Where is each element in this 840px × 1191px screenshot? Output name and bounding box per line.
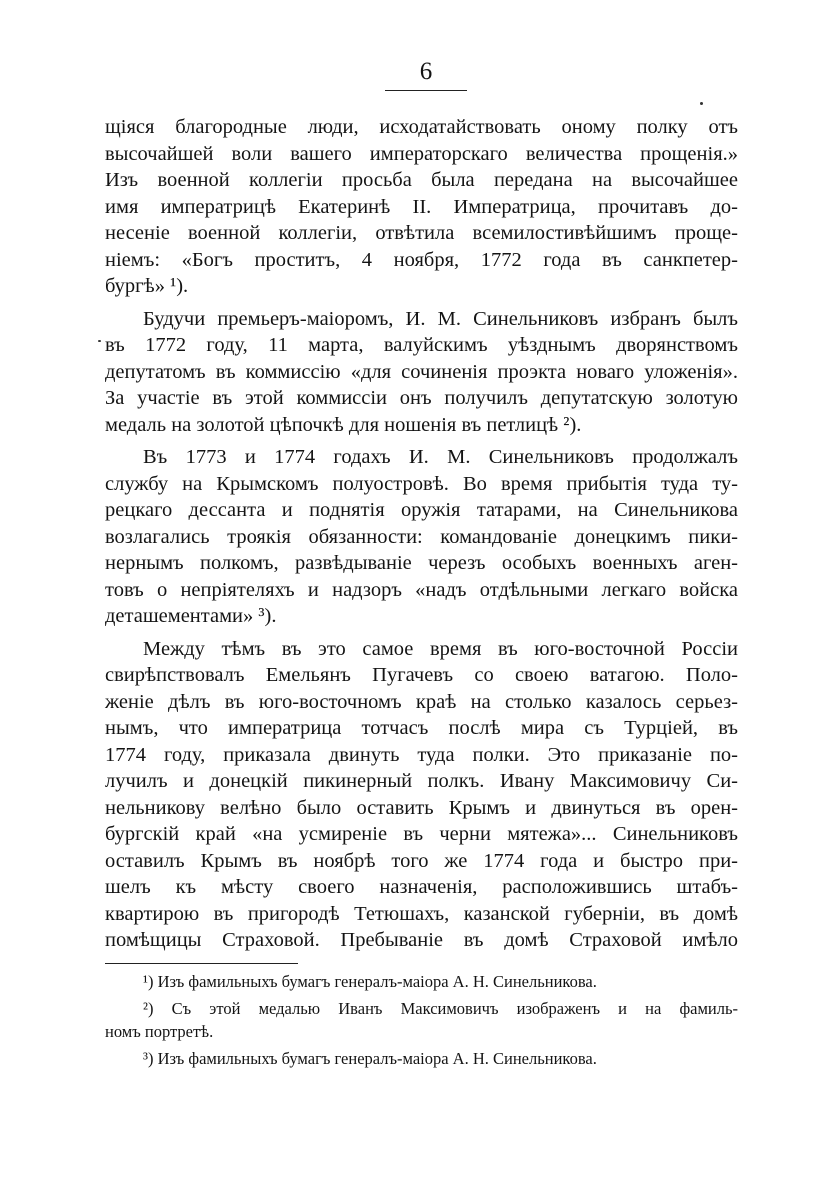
text-line: медаль на золотой цѣпочкѣ для ношенiя въ петлицѣ ²). [105,413,582,436]
text-line: несенiе военной коллегiи, отвѣтила всемилостивѣйшимъ проще- [105,222,738,244]
text-line: шелъ къ мѣсту своего назначенiя, расположившись штабъ- [105,876,738,898]
text-line: свирѣпствовалъ Емельянъ Пугачевъ со своею ватагою. Поло- [105,664,738,686]
text-line: бургскiй край «на усмиренiе въ черни мятежа»... Синельниковъ [105,823,738,845]
text-line: деташементами» ³). [105,605,277,627]
text-line: депутатомъ въ коммиссiю «для сочиненiя проэкта новаго уложенiя». [105,360,738,383]
text-line: женiе дѣлъ въ юго-восточномъ краѣ на столько казалось серьез- [105,690,738,713]
text-line: въ 1772 году, 11 марта, валуйскимъ уѣзднымъ дворянствомъ [105,334,738,356]
footnote-1 [105,970,738,993]
footnote-3 [105,1047,738,1070]
page-number: 6 [419,58,433,85]
text-line: рецкаго дессанта и поднятiя оружiя татарами, на Синельникова [105,499,738,521]
footnote-line: ¹) Изъ фамильныхъ бумагъ генералъ-маiора А. Н. Синельникова. [143,972,597,991]
text-line: возлагались троякiя обязанности: командованiе донецкимъ пики- [105,525,738,548]
text-line: За участiе въ этой коммиссiи онъ получилъ депутатскую золотую [105,387,738,409]
paragraph-4 [105,636,738,954]
text-line: Изъ военной коллегiи просьба была передана на высочайшее [105,169,738,191]
text-line: оставилъ Крымъ въ ноябрѣ того же 1774 года и быстро при- [105,849,738,872]
body-text [105,114,738,954]
text-line: Между тѣмъ въ это самое время въ юго-восточной Россiи [143,637,738,660]
text-line: нымъ, что императрица тотчасъ послѣ мира съ Турцiей, въ [105,717,738,739]
footnote-rule [105,963,298,964]
text-line: высочайшей воли вашего императорскаго величества прощенiя.» [105,142,738,165]
text-line: лучилъ и донецкiй пикинерный полкъ. Ивану Максимовичу Си- [105,770,738,792]
footnote-line: номъ портретѣ. [105,1022,214,1041]
text-line: товъ о непрiятеляхъ и надзоръ «надъ отдѣльными легкаго войска [105,578,738,601]
text-line: имя императрицѣ Екатеринѣ II. Императрица, прочитавъ до- [105,195,738,218]
text-line: помѣщицы Страховой. Пребыванiе въ домѣ Страховой имѣло [105,929,738,951]
paragraph-1 [105,114,738,300]
text-line: квартирою въ пригородѣ Тетюшахъ, казанской губернiи, въ домѣ [105,902,738,925]
text-line: Будучи премьеръ-маiоромъ, И. М. Синельниковъ избранъ былъ [143,307,738,330]
text-line: Въ 1773 и 1774 годахъ И. М. Синельниковъ продолжалъ [143,446,738,468]
scan-speck [98,340,101,342]
text-line: щiяся благородные люди, исходатайствовать оному полку отъ [105,116,738,138]
footnote-2 [105,997,738,1043]
text-line: нернымъ полкомъ, развѣдыванiе черезъ особыхъ военныхъ аген- [105,552,738,574]
paragraph-3 [105,444,738,630]
footnote-line: ²) Съ этой медалью Иванъ Максимовичъ изображенъ и на фамиль- [143,999,738,1018]
text-line: нельникову велѣно было оставить Крымъ и двинуться въ орен- [105,796,738,819]
footnotes [105,970,738,1070]
text-line: нiемъ: «Богъ проститъ, 4 ноября, 1772 года въ санкпетер- [105,248,738,271]
text-line: бургѣ» ¹). [105,275,189,297]
footnote-line: ³) Изъ фамильныхъ бумагъ генералъ-маiора А. Н. Синельникова. [143,1049,597,1068]
paragraph-2 [105,306,738,439]
header-rule [385,90,467,91]
text-line: службу на Крымскомъ полуостровѣ. Во время прибытiя туда ту- [105,472,738,495]
text-line: 1774 году, приказала двинуть туда полки. Это приказанiе по- [105,743,738,766]
scan-speck [700,102,703,105]
